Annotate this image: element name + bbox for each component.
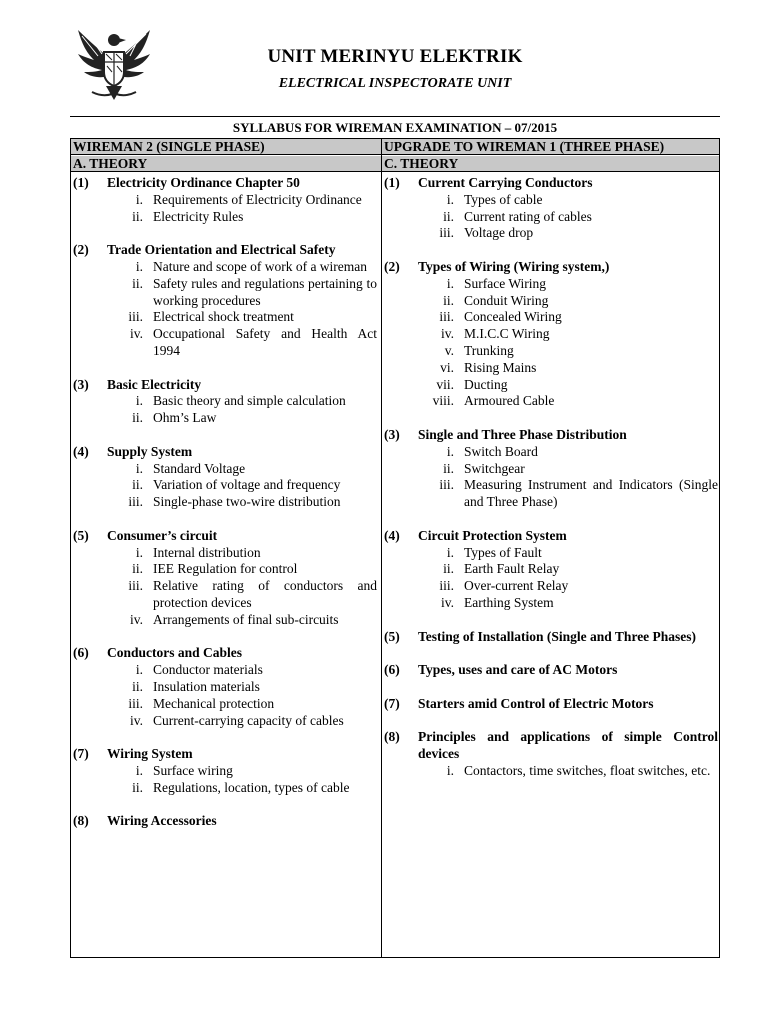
item-text: Trunking (464, 342, 514, 358)
left-part-header: A. THEORY (71, 156, 381, 172)
item-numeral: vii. (436, 376, 454, 392)
left-level-header: WIREMAN 2 (SINGLE PHASE) (71, 139, 381, 155)
section-heading (382, 629, 718, 646)
section-title: Supply System (107, 443, 193, 459)
syllabus-section (71, 444, 377, 511)
section-title: Testing of Installation (Single and Three Phases) (418, 628, 697, 644)
item-text: Rising Mains (464, 359, 537, 375)
syllabus-section (382, 427, 718, 511)
section-title: Consumer’s circuit (107, 527, 218, 543)
list-item (382, 326, 718, 343)
item-text: Electricity Rules (153, 208, 244, 224)
list-item (382, 477, 718, 511)
syllabus-section (71, 645, 377, 729)
section-title: Types, uses and care of AC Motors (418, 662, 618, 678)
section-gap (71, 225, 377, 242)
syllabus-section (382, 528, 718, 612)
item-numeral: i. (135, 762, 143, 778)
section-gap (71, 360, 377, 377)
syllabus-section (382, 729, 718, 779)
list-item (71, 561, 377, 578)
section-gap (71, 796, 377, 813)
right-part-header: C. THEORY (382, 156, 719, 172)
section-heading (71, 377, 377, 394)
section-title: Single and Three Phase Distribution (418, 426, 627, 442)
list-item (71, 662, 377, 679)
list-item (382, 595, 718, 612)
item-numeral: iv. (130, 326, 143, 342)
section-number: (3) (73, 376, 89, 392)
item-numeral: iv. (130, 611, 143, 627)
section-heading (71, 813, 377, 830)
item-text: Current-carrying capacity of cables (153, 712, 344, 728)
item-text: Internal distribution (153, 544, 261, 560)
item-numeral: i. (135, 544, 143, 560)
section-heading (382, 175, 718, 192)
list-item (71, 696, 377, 713)
list-item (382, 360, 718, 377)
section-heading (382, 729, 718, 763)
item-numeral: ii. (132, 410, 143, 426)
section-items (71, 461, 377, 511)
list-item (382, 192, 718, 209)
list-item (382, 293, 718, 310)
list-item (71, 545, 377, 562)
item-numeral: i. (135, 662, 143, 678)
section-gap (71, 427, 377, 444)
section-items (382, 545, 718, 612)
item-numeral: iii. (128, 309, 143, 325)
list-item (71, 410, 377, 427)
item-text: IEE Regulation for control (153, 561, 298, 577)
list-item (71, 192, 377, 209)
item-numeral: ii. (132, 275, 143, 291)
list-item (71, 494, 377, 511)
item-text: Safety rules and regulations pertaining to working procedures (153, 275, 377, 308)
syllabus-section (382, 662, 718, 679)
section-title: Types of Wiring (Wiring system,) (418, 258, 610, 274)
section-title: Wiring System (107, 746, 193, 762)
item-numeral: i. (135, 393, 143, 409)
section-gap (71, 511, 377, 528)
list-item (382, 343, 718, 360)
section-number: (6) (384, 662, 400, 678)
syllabus-table (70, 138, 720, 958)
item-text: Mechanical protection (153, 695, 275, 711)
section-gap (382, 612, 718, 629)
item-numeral: ii. (443, 460, 454, 476)
item-text: Variation of voltage and frequency (153, 477, 341, 493)
item-text: Arrangements of final sub-circuits (153, 611, 339, 627)
list-item (71, 477, 377, 494)
list-item (71, 578, 377, 612)
section-heading (71, 645, 377, 662)
item-numeral: iv. (441, 326, 454, 342)
section-items (382, 763, 718, 780)
section-heading (382, 696, 718, 713)
list-item (382, 309, 718, 326)
section-number: (7) (73, 746, 89, 762)
list-item (382, 209, 718, 226)
section-heading (71, 242, 377, 259)
section-gap (382, 511, 718, 528)
list-item (71, 763, 377, 780)
item-numeral: ii. (443, 208, 454, 224)
section-number: (6) (73, 645, 89, 661)
list-item (382, 545, 718, 562)
item-text: Switch Board (464, 443, 538, 459)
syllabus-section (71, 242, 377, 360)
section-number: (4) (384, 527, 400, 543)
list-item (382, 276, 718, 293)
syllabus-section (382, 696, 718, 713)
section-heading (71, 175, 377, 192)
section-gap (71, 729, 377, 746)
section-number: (5) (384, 628, 400, 644)
right-level-header: UPGRADE TO WIREMAN 1 (THREE PHASE) (382, 139, 719, 155)
list-item (71, 209, 377, 226)
item-text: Measuring Instrument and Indicators (Single and Three Phase) (464, 477, 718, 510)
item-numeral: iv. (441, 594, 454, 610)
item-numeral: i. (446, 762, 454, 778)
list-item (71, 259, 377, 276)
item-text: Occupational Safety and Health Act 1994 (153, 326, 377, 358)
item-numeral: ii. (443, 561, 454, 577)
item-numeral: ii. (443, 292, 454, 308)
section-heading (382, 259, 718, 276)
list-item (382, 561, 718, 578)
list-item (71, 713, 377, 730)
syllabus-section (71, 175, 377, 225)
item-numeral: iii. (439, 477, 454, 493)
item-text: Concealed Wiring (464, 309, 562, 325)
list-item (382, 461, 718, 478)
section-number: (2) (384, 258, 400, 274)
item-text: Types of cable (464, 191, 543, 207)
item-numeral: i. (446, 544, 454, 560)
item-text: Standard Voltage (153, 460, 246, 476)
item-text: Relative rating of conductors and protection devices (153, 578, 377, 610)
organization-subtitle: ELECTRICAL INSPECTORATE UNIT (278, 76, 512, 91)
list-item (71, 780, 377, 797)
section-title: Trade Orientation and Electrical Safety (107, 242, 336, 258)
item-text: Conductor materials (153, 662, 263, 678)
section-items (71, 259, 377, 360)
section-items (71, 763, 377, 797)
syllabus-section (382, 259, 718, 410)
item-numeral: iv. (130, 712, 143, 728)
item-text: Insulation materials (153, 678, 260, 694)
item-numeral: iii. (128, 578, 143, 594)
section-items (382, 192, 718, 242)
item-numeral: vi. (440, 359, 454, 375)
item-numeral: iii. (439, 578, 454, 594)
section-gap (382, 242, 718, 259)
list-item (382, 763, 718, 780)
item-numeral: iii. (128, 695, 143, 711)
item-text: Current rating of cables (464, 208, 592, 224)
section-number: (8) (384, 729, 400, 745)
syllabus-section (71, 813, 377, 830)
section-title: Wiring Accessories (107, 813, 217, 829)
item-text: Ohm’s Law (153, 410, 217, 426)
list-item (71, 326, 377, 360)
section-heading (382, 662, 718, 679)
item-numeral: v. (444, 342, 454, 358)
section-number: (1) (73, 175, 89, 190)
section-title: Principles and applications of simple Control devices (418, 729, 718, 762)
list-item (71, 612, 377, 629)
item-numeral: i. (446, 275, 454, 291)
item-numeral: ii. (132, 561, 143, 577)
item-text: Switchgear (464, 460, 525, 476)
item-text: Voltage drop (464, 225, 534, 241)
item-numeral: ii. (132, 208, 143, 224)
item-numeral: i. (446, 191, 454, 207)
section-title: Circuit Protection System (418, 527, 567, 543)
item-text: Requirements of Electricity Ordinance (153, 191, 362, 207)
item-numeral: i. (135, 460, 143, 476)
section-gap (382, 679, 718, 696)
item-text: Electrical shock treatment (153, 309, 294, 325)
list-item (71, 461, 377, 478)
list-item (382, 444, 718, 461)
item-numeral: ii. (132, 779, 143, 795)
list-item (382, 393, 718, 410)
item-text: M.I.C.C Wiring (464, 326, 550, 342)
item-numeral: viii. (432, 393, 454, 409)
section-items (71, 393, 377, 427)
section-gap (71, 629, 377, 646)
section-gap (382, 713, 718, 730)
section-title: Conductors and Cables (107, 645, 243, 661)
item-text: Earthing System (464, 594, 554, 610)
section-items (71, 545, 377, 629)
list-item (71, 309, 377, 326)
item-text: Single-phase two-wire distribution (153, 494, 341, 510)
list-item (71, 679, 377, 696)
item-numeral: i. (135, 191, 143, 207)
item-text: Basic theory and simple calculation (153, 393, 346, 409)
item-text: Conduit Wiring (464, 292, 549, 308)
item-text: Types of Fault (464, 544, 542, 560)
item-numeral: i. (446, 443, 454, 459)
section-gap (382, 645, 718, 662)
section-heading (71, 746, 377, 763)
section-items (71, 662, 377, 729)
item-text: Nature and scope of work of a wireman (153, 258, 368, 274)
syllabus-section (71, 746, 377, 796)
syllabus-title: SYLLABUS FOR WIREMAN EXAMINATION – 07/2015 (232, 120, 558, 135)
item-numeral: iii. (439, 309, 454, 325)
list-item (382, 225, 718, 242)
section-gap (382, 410, 718, 427)
section-number: (3) (384, 426, 400, 442)
section-number: (1) (384, 175, 400, 190)
section-title: Electricity Ordinance Chapter 50 (107, 175, 300, 190)
item-numeral: i. (135, 258, 143, 274)
header-rule (70, 116, 720, 117)
section-title: Current Carrying Conductors (418, 175, 593, 190)
section-items (382, 276, 718, 410)
section-items (382, 444, 718, 511)
item-text: Over-current Relay (464, 578, 569, 594)
organization-title: UNIT MERINYU ELEKTRIK (267, 46, 523, 67)
syllabus-section (71, 377, 377, 427)
item-text: Ducting (464, 376, 508, 392)
item-numeral: iii. (128, 494, 143, 510)
section-number: (7) (384, 695, 400, 711)
section-title: Starters amid Control of Electric Motors (418, 695, 654, 711)
item-numeral: ii. (132, 678, 143, 694)
section-heading (382, 427, 718, 444)
list-item (382, 578, 718, 595)
item-text: Armoured Cable (464, 393, 555, 409)
section-number: (4) (73, 443, 89, 459)
item-numeral: iii. (439, 225, 454, 241)
list-item (382, 377, 718, 394)
section-items (71, 192, 377, 226)
syllabus-section (382, 629, 718, 646)
list-item (71, 276, 377, 310)
section-heading (382, 528, 718, 545)
section-number: (8) (73, 813, 89, 829)
item-text: Earth Fault Relay (464, 561, 560, 577)
right-column (382, 175, 718, 780)
left-column (71, 175, 377, 830)
item-text: Regulations, location, types of cable (153, 779, 350, 795)
section-number: (2) (73, 242, 89, 258)
section-heading (71, 444, 377, 461)
item-text: Surface wiring (153, 762, 233, 778)
section-number: (5) (73, 527, 89, 543)
item-text: Surface Wiring (464, 275, 547, 291)
section-title: Basic Electricity (107, 376, 202, 392)
list-item (71, 393, 377, 410)
item-numeral: ii. (132, 477, 143, 493)
syllabus-section (382, 175, 718, 242)
syllabus-section (71, 528, 377, 629)
item-text: Contactors, time switches, float switches, etc. (464, 762, 711, 778)
section-heading (71, 528, 377, 545)
